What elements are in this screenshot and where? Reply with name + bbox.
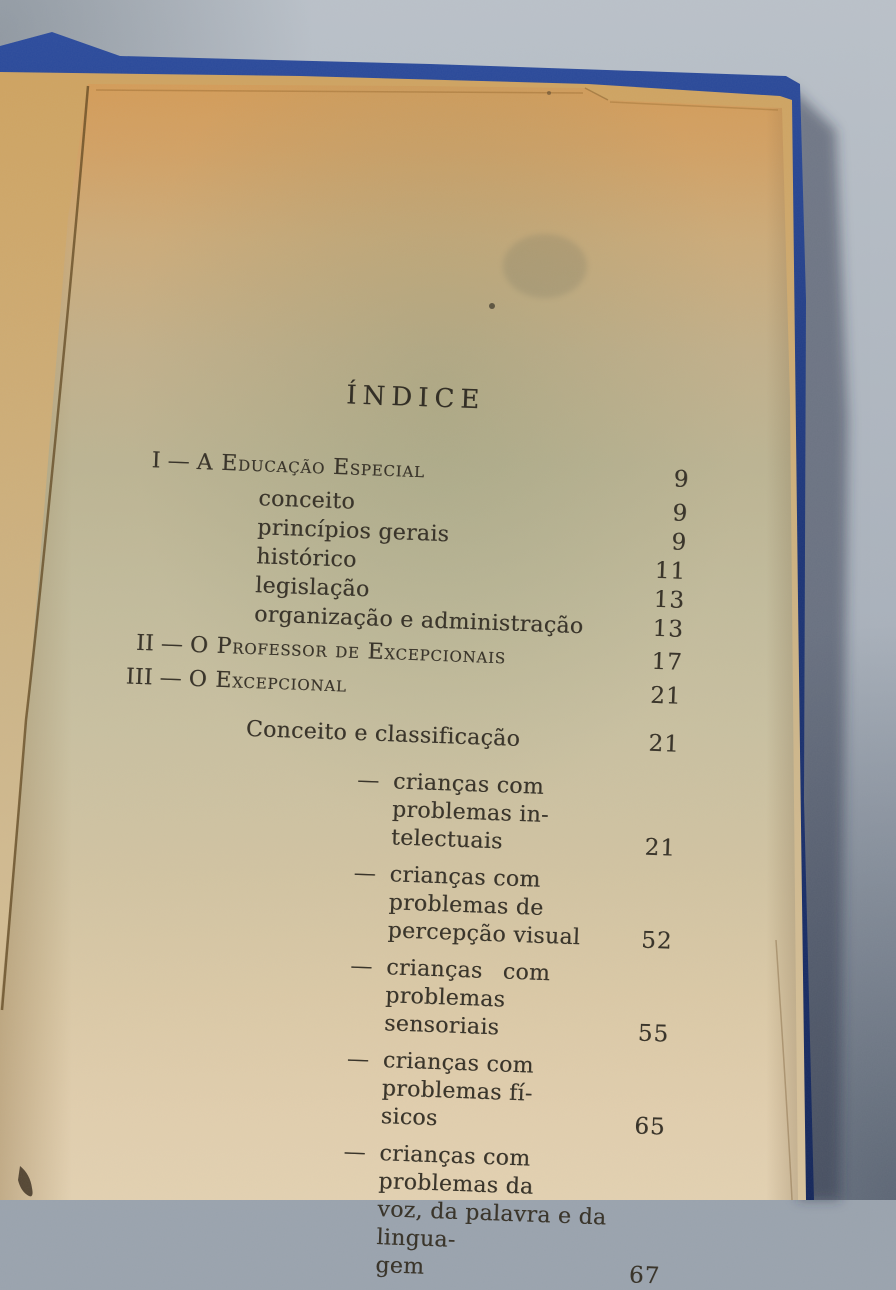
entry-page-number: 13 [653,586,686,614]
entry-dash: — [343,1139,367,1166]
entry-lines [384,954,620,1046]
entry-page-number: 21 [644,834,677,862]
index-title: ÍNDICE [345,380,486,416]
entry-page-number: 9 [673,466,690,494]
toc-entry [97,851,675,956]
entry-line: crianças com problemas da [378,1141,534,1200]
entry-page-number: 17 [650,648,684,676]
entry-line: sicos [380,1104,438,1132]
entry-line: crianças com problemas de [388,862,545,921]
entry-label: histórico [255,544,358,573]
entry-label: Conceito e classificação [245,716,521,752]
entry-label: princípios gerais [256,515,450,548]
entry-line: voz, da palavra e da lingua- [375,1197,607,1253]
toc-entries [85,446,690,1290]
entry-page-number: 65 [633,1113,667,1141]
entry-label: conceito [257,486,356,515]
entry-dash: — [349,953,374,980]
entry-numeral: I [151,448,162,474]
entry-lines [391,768,627,860]
entry-dash: — [356,768,380,794]
entry-separator: — [167,448,191,475]
entry-numeral: III [125,664,154,691]
entry-page-number: 52 [640,927,673,955]
entry-separator: — [159,665,183,692]
entry-lines [380,1047,616,1139]
entry-label: organização e administração [253,602,584,640]
entry-line: crianças com problemas in- [391,769,550,829]
entry-line: gem [374,1253,425,1280]
entry-line: telectuais [390,825,504,855]
entry-dash: — [346,1046,370,1073]
entry-lines [375,1140,613,1288]
entry-line: sensoriais [383,1011,500,1041]
index-page-content [85,372,693,1290]
entry-line: crianças com problemas fí- [381,1048,535,1107]
entry-label: legislação [254,573,370,603]
entry-separator: — [160,631,184,658]
entry-page-number: 55 [637,1020,670,1048]
entry-page-number: 11 [654,557,687,585]
entry-page-number: 9 [672,500,689,527]
toc-entry [94,944,672,1049]
entry-label: O Professor de Excepcionais [189,632,507,670]
toc-entry [105,711,681,759]
entry-lines [387,861,623,953]
entry-line: percepção visual [387,918,581,951]
entry-dash: — [353,860,377,887]
entry-page-number: 13 [652,615,685,643]
entry-page-number: 21 [647,730,681,758]
entry-page-number: 21 [649,682,682,710]
toc-entry [91,1037,669,1142]
toc-entry [101,758,679,863]
entry-label: O Excepcional [188,666,348,698]
entry-label: A Educação Especial [196,449,426,484]
entry-page-number: 9 [671,529,688,556]
entry-line: crianças com problemas [384,955,551,1013]
entry-numeral: II [135,630,155,657]
entry-page-number: 67 [628,1262,661,1290]
toc-entry [85,1129,665,1290]
